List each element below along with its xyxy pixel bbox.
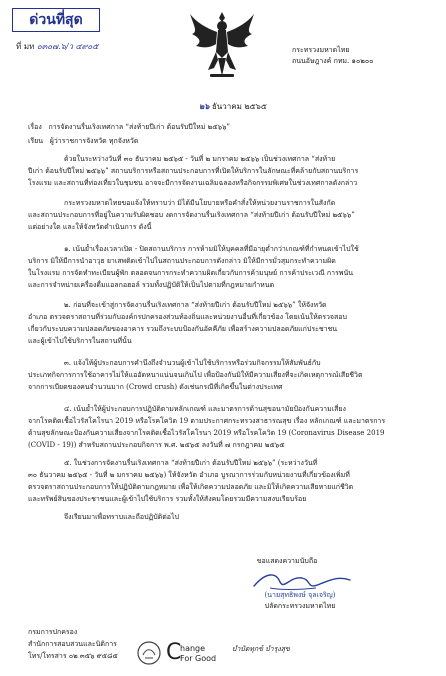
body-line: จากโรคติดเชื้อไวรัสโคโรนา 2019 หรือโรคโควิด 19 ตามประกาศกระทรวงสาธารณสุข เรื่อง หลักเกณฑ์ และมาตรการ (28, 417, 386, 425)
subject-line (28, 122, 230, 133)
body-line: แต่อย่างใด และให้จังหวัดดำเนินการ ดังนี้ (28, 223, 152, 231)
body-line: และการจำหน่ายเครื่องดื่มแอลกอฮอล์ รวมทั้งปฏิบัติให้เป็นไปตามที่กฎหมายกำหนด (28, 281, 275, 289)
change-logo-c: C (166, 640, 182, 665)
body-line: ตรวจตราสถานประกอบการให้ปฏิบัติตามกฎหมาย เพื่อให้เกิดความปลอดภัย และมิให้เกิดความเสียหายแก่ชีวิต (28, 483, 354, 491)
signer-position: ปลัดกระทรวงมหาดไทย (264, 602, 336, 610)
body-line: และทรัพย์สินของประชาชนและผู้เข้าไปใช้บริการ รวมทั้งให้สังคมโดยรวมมีความสงบเรียบร้อย (28, 495, 307, 503)
body-line: ด้านสุขลักษณะป้องกันความเสี่ยงจากโรคติดเชื้อไวรัสโคโรนา 2019 หรือโรคโควิด 19 (Coronavirus Disease 2019 (28, 429, 385, 437)
change-for-good-logo (166, 642, 226, 668)
footer-contact (28, 626, 118, 662)
body-line: โรงแรม และสถานที่ท่องเที่ยวในชุมชน อาจจะมีการจัดงานเฉลิมฉลองหรือกิจกรรมพิเศษในช่วงเทศกาลดังกล่าว (28, 179, 358, 187)
date-day-handwritten: ๒๖ (199, 101, 210, 111)
body-line: และผู้เข้าไปใช้บริการในสถานที่นั้น (28, 337, 132, 345)
doc-number-prefix: ที่ มท (16, 42, 37, 51)
body-line: จึงเรียนมาเพื่อทราบและถือปฏิบัติต่อไป (64, 513, 179, 521)
change-logo-line2: For Good (180, 654, 217, 663)
recipient-text: ผู้ว่าราชการจังหวัด ทุกจังหวัด (49, 137, 139, 145)
body-line: ๒. ก่อนที่จะเข้าสู่การจัดงานรื่นเริงเทศกาล “ส่งท้ายปีเก่า ต้อนรับปีใหม่ ๒๕๖๖” ให้จังหวัด (64, 301, 327, 309)
signer-block (230, 590, 370, 612)
right-logo-text: บำบัดทุกข์ บำรุงสุข (232, 645, 290, 653)
body-line: ๓๐ ธันวาคม ๒๕๖๕ - วันที่ ๒ มกราคม ๒๕๖๖) ให้จังหวัด อำเภอ บูรณาการร่วมกับหน่วยงานที่เกี่ยวข้องเพิ่มที่ (28, 471, 350, 479)
doc-number-handwritten: ๐๓๐๗.๖/ว ๔๙๐๕ (36, 42, 99, 51)
subject-text: การจัดงานรื่นเริงเทศกาล “ส่งท้ายปีเก่า ต้อนรับปีใหม่ ๒๕๖๖” (48, 123, 231, 131)
recipient-label: เรียน (28, 137, 44, 145)
body-line: ด้วยในระหว่างวันที่ ๓๐ ธันวาคม ๒๕๖๕ - วันที่ ๒ มกราคม ๒๕๖๖ เป็นช่วงเทศกาล “ส่งท้าย (64, 155, 336, 163)
sender-address: ถนนอัษฎางค์ กทม. ๑๐๒๐๐ (292, 57, 374, 65)
sender-org: กระทรวงมหาดไทย (292, 46, 350, 54)
change-logo-line1: hange (180, 644, 206, 653)
body-line: กระทรวงมหาดไทยขอแจ้งให้ทราบว่า มิได้มีนโยบายหรือคำสั่งให้หน่วยงานราชการในสังกัด (64, 199, 336, 207)
body-line: ๔. เน้นย้ำให้ผู้ประกอบการปฏิบัติตามหลักเกณฑ์ และมาตรการด้านสุขอนามัยป้องกันความเสี่ยง (64, 405, 346, 413)
body-line: เกี่ยวกับระบบความปลอดภัยของอาคาร รวมถึงระบบป้องกันอัคคีภัย เพื่อสร้างความปลอดภัยแก่ประชาชน (28, 325, 338, 333)
body-line: ๕. ในช่วงการจัดงานรื่นเริงเทศกาล “ส่งท้ายปีเก่า ต้อนรับปีใหม่ ๒๕๖๖” (ระหว่างวันที่ (64, 459, 318, 467)
recipient-line (28, 136, 138, 147)
date-month-year: ธันวาคม ๒๕๖๕ (211, 102, 267, 111)
body-line: และสถานประกอบการที่อยู่ในความรับผิดชอบ งดการจัดงานรื่นเริงเทศกาล “ส่งท้ายปีเก่า ต้อนรับปีใหม่ ๒๕๖๖” (28, 211, 355, 219)
subject-label: เรื่อง (28, 123, 42, 131)
garuda-emblem-icon (188, 8, 256, 80)
document-number (16, 40, 98, 53)
body-line: (COVID - 19)) สำหรับสถานประกอบกิจการ พ.ศ. ๒๕๖๕ ลงวันที่ ๗ กรกฎาคม ๒๕๖๕ (28, 441, 285, 449)
urgent-stamp: ด่วนที่สุด (12, 8, 100, 32)
footer-phone: โทร/โทรสาร ๐๒ ๓๕๖ ๙๕๘๕ (28, 652, 118, 660)
footer-department: กรมการปกครอง (28, 628, 78, 636)
body-line: จากการเบียดของคนจำนวนมาก (Crowd crush) ดังเช่นกรณีที่เกิดขึ้นในต่างประเทศ (28, 383, 283, 391)
body-line: ๓. แจ้งให้ผู้ประกอบการคำนึงถึงจำนวนผู้เข้าไปใช้บริการหรือร่วมกิจกรรมให้สัมพันธ์กับ (64, 359, 321, 367)
letter-date (199, 100, 267, 113)
body-line: บริการ มิให้มีการนำอาวุธ ยาเสพติดเข้าไปในสถานประกอบการดังกล่าว มิให้มีการมั่วสุมกระทำความผิด (28, 257, 336, 265)
body-line: ปีเก่า ต้อนรับปีใหม่ ๒๕๖๖” สถานบริการหรือสถานประกอบการที่เปิดให้บริการในลักษณะที่คล้ายกับสถานบริการ (28, 167, 359, 175)
sender-block (292, 45, 373, 67)
signoff: ขอแสดงความนับถือ (256, 557, 318, 565)
ministry-seal-icon (136, 640, 162, 668)
body-line: ๑. เน้นย้ำเรื่องเวลาเปิด - ปิดสถานบริการ การห้ามมิให้บุคคลที่มีอายุต่ำกว่าเกณฑ์ที่กำหนดเข้าไปใช้ (64, 245, 359, 253)
signer-name: (นายสุทธิพงษ์ จุลเจริญ) (264, 591, 336, 599)
body-line: ในโรงแรม การจัดทำทะเบียนผู้พัก ตลอดจนการกระทำความผิดเกี่ยวกับการค้ามนุษย์ การค้าประเวณี การพนัน (28, 269, 354, 277)
body-line: อำเภอ ตรวจตราสถานที่ร่วมกับองค์กรปกครองส่วนท้องถิ่นและหน่วยงานอื่นที่เกี่ยวข้อง โดยเน้นให้ตรวจสอบ (28, 313, 347, 321)
body-line: ประเภทกิจการการใช้อาคารไม่ให้แออัดหนาแน่นจนเกินไป เพื่อป้องกันมิให้มีความเสี่ยงที่จะเกิดเหตุการณ์เสียชีวิต (28, 371, 363, 379)
footer-division: สำนักการสอบสวนและนิติการ (28, 640, 117, 648)
logo-strip (136, 640, 346, 670)
